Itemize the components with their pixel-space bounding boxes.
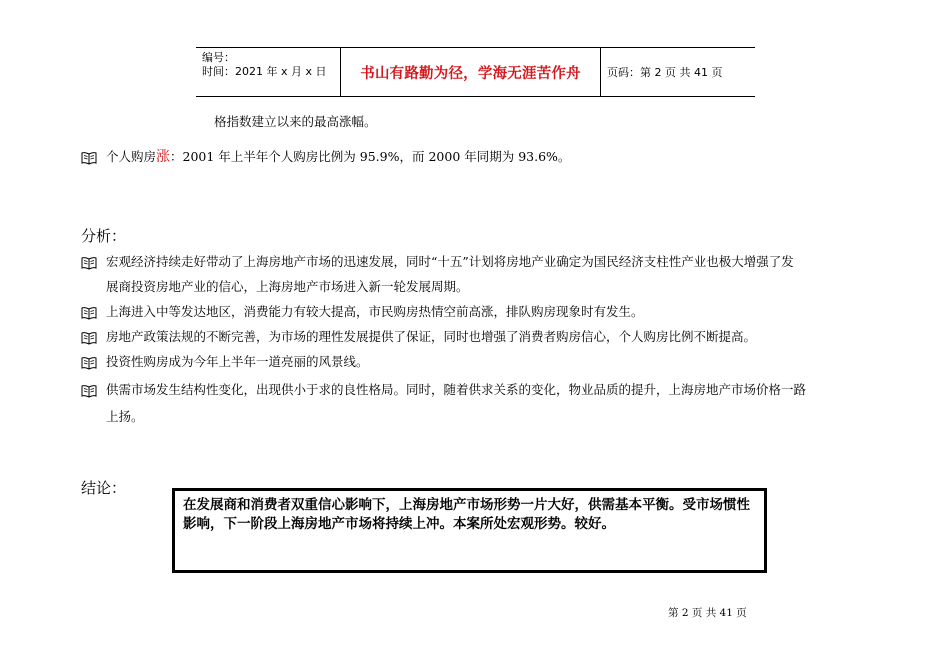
open-book-icon xyxy=(81,306,97,320)
page-header xyxy=(196,47,755,97)
open-book-icon xyxy=(81,256,97,270)
conclusion-box xyxy=(172,488,767,573)
open-book-icon xyxy=(81,384,97,398)
page-footer: 第 2 页 共 41 页 xyxy=(668,607,747,619)
item-suffix: ：2001 年上半年个人购房比例为 95.9%，而 2000 年同期为 93.6%。 xyxy=(170,149,571,164)
open-book-icon xyxy=(81,151,97,165)
continued-paragraph-line: 格指数建立以来的最高涨幅。 xyxy=(214,114,377,129)
analysis-heading: 分析： xyxy=(81,227,127,245)
analysis-item-3: 房地产政策法规的不断完善，为市场的理性发展提供了保证，同时也增强了消费者购房信心，个人购房比例不断提高。 xyxy=(106,329,757,344)
analysis-item-1-line-2: 展商投资房地产业的信心，上海房地产市场进入新一轮发展周期。 xyxy=(106,279,469,294)
item-prefix: 个人购房 xyxy=(106,149,157,164)
analysis-item-2: 上海进入中等发达地区，消费能力有较大提高，市民购房热情空前高涨，排队购房现象时有发生。 xyxy=(106,304,644,319)
item-highlight: 涨 xyxy=(156,149,171,165)
header-time-label: 时间：2021 年 x 月 x 日 xyxy=(202,65,327,78)
open-book-icon xyxy=(81,356,97,370)
personal-purchase-item xyxy=(106,149,570,165)
analysis-item-5-line-2: 上扬。 xyxy=(106,409,144,424)
conclusion-heading: 结论： xyxy=(81,479,127,497)
analysis-item-1-line-1: 宏观经济持续走好带动了上海房地产市场的迅速发展，同时“十五”计划将房地产业确定为国民经济支柱性产业也极大增强了发 xyxy=(106,254,794,269)
conclusion-text: 在发展商和消费者双重信心影响下，上海房地产市场形势一片大好，供需基本平衡。受市场惯性影响，下一阶段上海房地产市场将持续上冲。本案所处宏观形势。较好。 xyxy=(183,497,750,532)
analysis-item-4: 投资性购房成为今年上半年一道亮丽的风景线。 xyxy=(106,354,369,369)
header-page-info: 页码：第 2 页 共 41 页 xyxy=(607,66,723,79)
open-book-icon xyxy=(81,331,97,345)
header-motto: 书山有路勤为径，学海无涯苦作舟 xyxy=(340,48,601,96)
analysis-item-5-line-1: 供需市场发生结构性变化，出现供小于求的良性格局。同时，随着供求关系的变化，物业品质的提升，上海房地产市场价格一路 xyxy=(106,382,807,397)
header-meta xyxy=(196,48,340,96)
header-number-label: 编号： xyxy=(202,51,235,64)
